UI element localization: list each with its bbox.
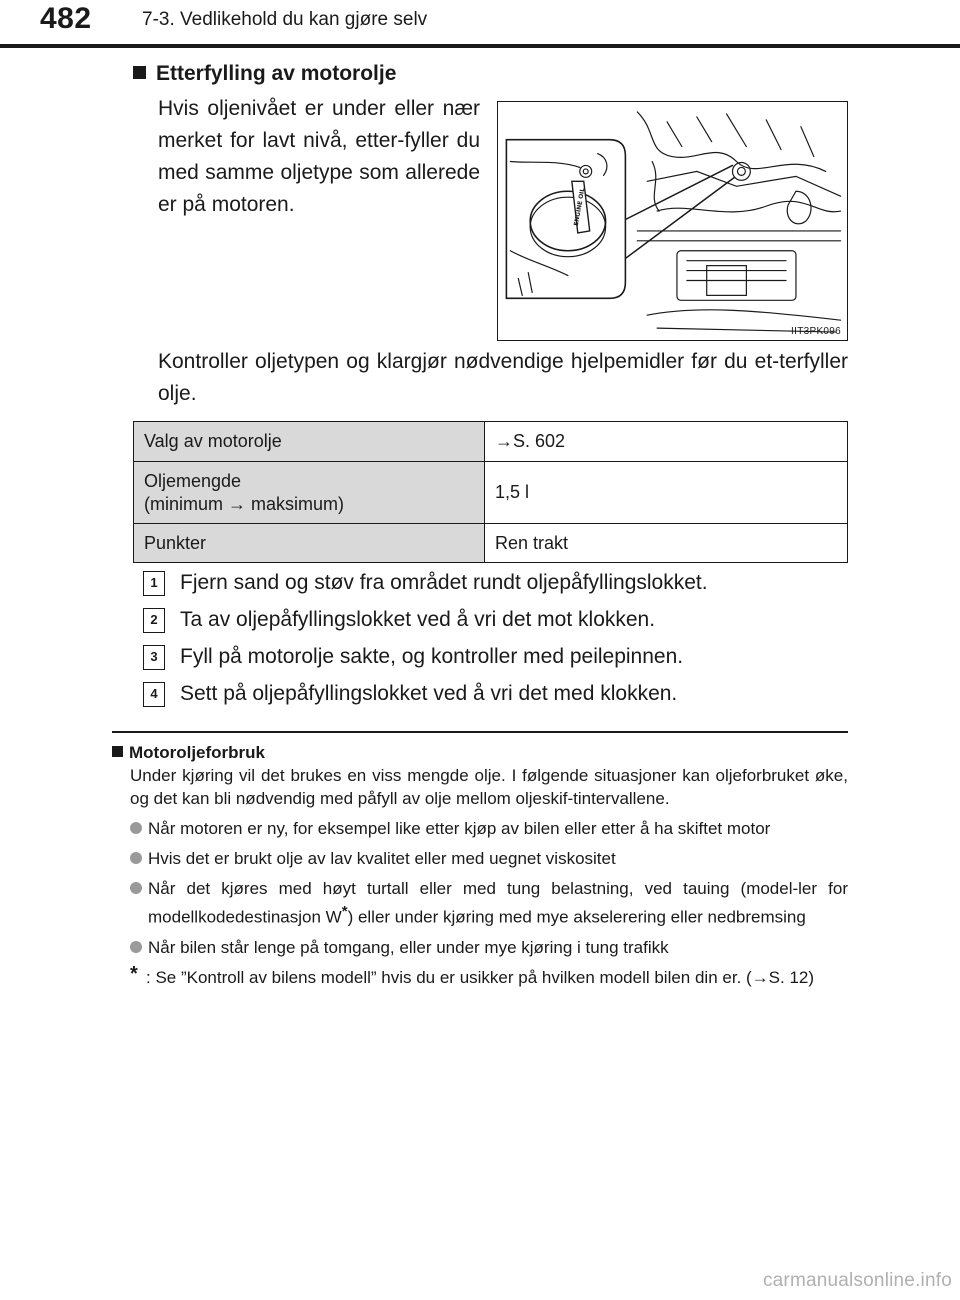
- bullet-dot-icon: [130, 852, 142, 864]
- square-bullet-icon: [112, 746, 123, 757]
- step-text: Ta av oljepåfyllingslokket ved å vri det mot klokken.: [180, 608, 656, 631]
- engine-oil-cap-illustration: [497, 101, 848, 341]
- table-value-cell: →S. 602: [485, 422, 848, 462]
- note-paragraph: Under kjøring vil det brukes en viss mengde olje. I følgende situasjoner kan oljeforbruket øke, og det kan bli nødvendig med påfyll av olje mellom oljeskif-tintervallene.: [130, 766, 848, 808]
- step-number: 3: [143, 645, 165, 670]
- step-item: [143, 568, 848, 605]
- table-value-cell: Ren trakt: [485, 524, 848, 563]
- step-item: [143, 605, 848, 642]
- bullet-text: Når motoren er ny, for eksempel like etter kjøp av bilen eller etter å ha skiftet motor: [148, 819, 771, 838]
- header-rule: [0, 44, 960, 48]
- cap-label-text: ENGINE OIL: [572, 187, 587, 227]
- list-item: [130, 877, 848, 929]
- step-number: 2: [143, 608, 165, 633]
- bullet-text: Når det kjøres med høyt turtall eller med tung belastning, ved tauing (model-ler for modellkodedestinasjon W: [148, 879, 848, 927]
- step-text: Fjern sand og støv fra området rundt oljepåfyllingslokket.: [180, 571, 708, 594]
- bullet-dot-icon: [130, 882, 142, 894]
- table-label-cell: Punkter: [134, 524, 485, 563]
- list-item: [130, 936, 848, 959]
- oil-spec-table: [133, 421, 848, 563]
- step-item: [143, 679, 848, 716]
- section-title-text: Etterfylling av motorolje: [156, 62, 397, 85]
- step-text: Fyll på motorolje sakte, og kontroller med peilepinnen.: [180, 645, 684, 668]
- table-label-line: (minimum → maksimum): [144, 493, 344, 514]
- table-label-cell: Valg av motorolje: [134, 422, 485, 462]
- watermark: carmanualsonline.info: [762, 1270, 952, 1291]
- step-text: Sett på oljepåfyllingslokket ved å vri det med klokken.: [180, 682, 678, 705]
- footnote-asterisk: *: [130, 962, 138, 985]
- note-title-text: Motoroljeforbruk: [129, 743, 265, 762]
- chapter-title: 7-3. Vedlikehold du kan gjøre selv: [142, 9, 428, 30]
- note-block: [112, 741, 848, 989]
- list-item: [130, 817, 848, 840]
- note-bullet-list: [130, 817, 848, 959]
- step-number: 1: [143, 571, 165, 596]
- footnote-text: : Se ”Kontroll av bilens modell” hvis du er usikker på hvilken modell bilen din er. (→S. 12): [146, 967, 815, 987]
- footnote: [130, 962, 848, 989]
- engine-bay-drawing: [498, 102, 847, 340]
- intro-paragraph: Hvis oljenivået er under eller nær merket for lavt nivå, etter-fyller du med samme oljetype som allerede er på motoren.: [158, 97, 480, 216]
- bullet-text: Hvis det er brukt olje av lav kvalitet eller med uegnet viskositet: [148, 849, 616, 868]
- asterisk-marker: *: [341, 903, 348, 920]
- page-header: [0, 0, 960, 48]
- bullet-dot-icon: [130, 822, 142, 834]
- section-divider: [112, 731, 848, 733]
- bullet-text: Når bilen står lenge på tomgang, eller under mye kjøring i tung trafikk: [148, 937, 669, 957]
- table-row: [134, 462, 848, 524]
- bullet-dot-icon: [130, 941, 142, 953]
- page-number: 482: [40, 2, 92, 35]
- step-number: 4: [143, 682, 165, 707]
- square-bullet-icon: [133, 66, 146, 79]
- step-list: [143, 568, 848, 716]
- figure-id: IIT3PK096: [791, 326, 841, 337]
- step-item: [143, 642, 848, 679]
- table-label-line: Oljemengde: [144, 470, 242, 491]
- section-title: [133, 62, 396, 86]
- table-label-cell: [134, 462, 485, 524]
- table-row: [134, 524, 848, 563]
- list-item: [130, 847, 848, 870]
- table-row: [134, 422, 848, 462]
- bullet-text: ) eller under kjøring med mye akselerering eller nedbremsing: [347, 907, 806, 927]
- table-value-cell: 1,5 l: [485, 462, 848, 524]
- check-paragraph: Kontroller oljetypen og klargjør nødvendige hjelpemidler før du et-terfyller olje.: [158, 350, 848, 405]
- note-title: [112, 741, 848, 764]
